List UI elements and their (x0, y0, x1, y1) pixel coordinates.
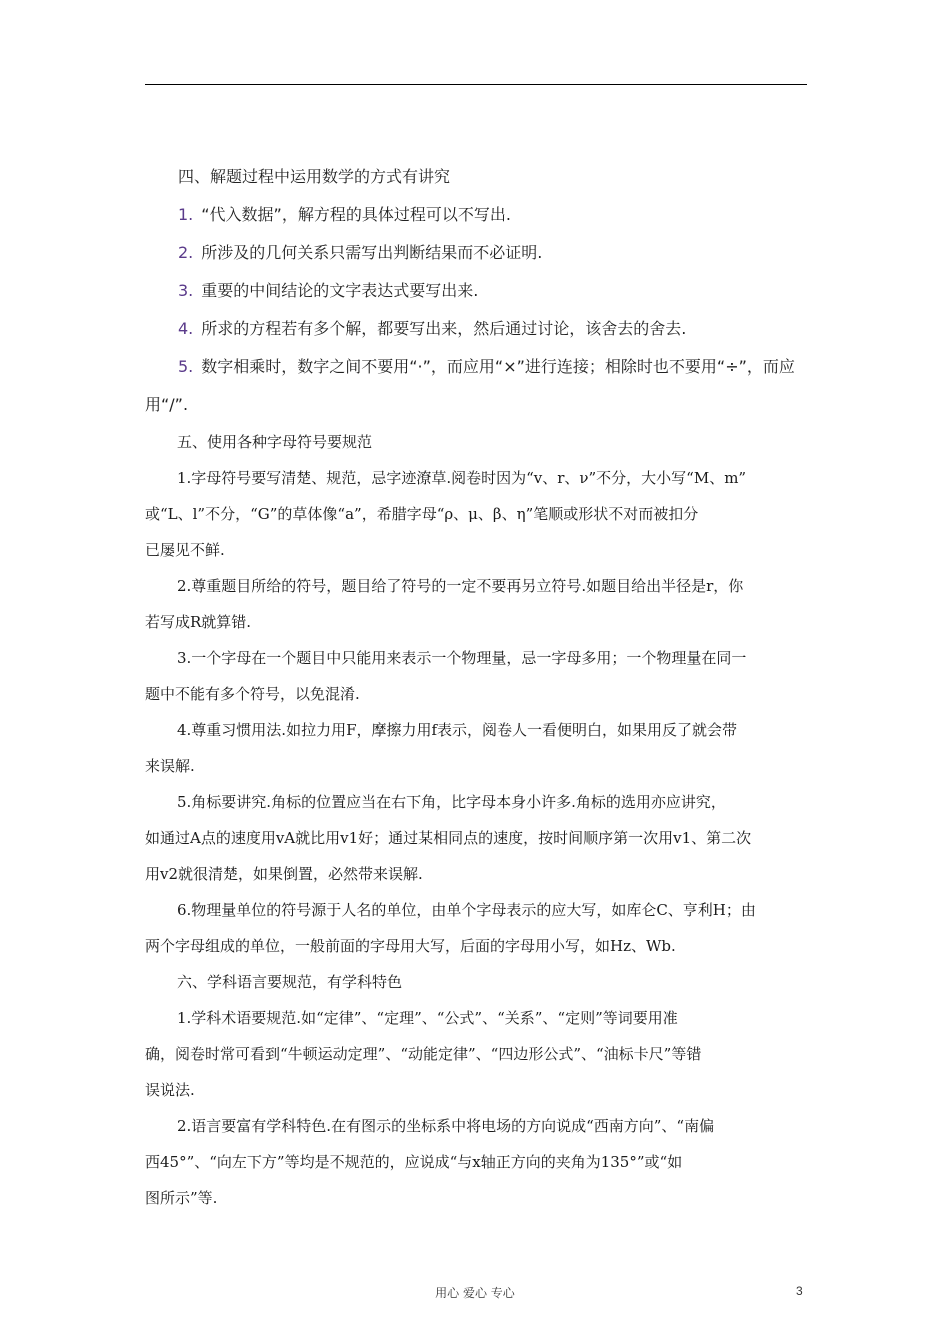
list-item (145, 234, 807, 272)
section-6 (145, 964, 807, 1216)
paragraph-line: 已屡见不鲜. (145, 541, 225, 559)
paragraph-line: 4.尊重习惯用法.如拉力用F，摩擦力用f表示，阅卷人一看便明白，如果用反了就会带 (177, 721, 738, 739)
paragraph-line: 确，阅卷时常可看到“牛顿运动定理”、“动能定律”、“四边形公式”、“油标卡尺”等错 (145, 1045, 702, 1063)
header-rule (145, 84, 807, 85)
item-text: 数字相乘时，数字之间不要用“·”，而应用“×”进行连接；相除时也不要用“÷”，而应 (201, 357, 795, 376)
paragraph-line: 2.尊重题目所给的符号，题目给了符号的一定不要再另立符号.如题目给出半径是r，你 (177, 577, 744, 595)
paragraph-line: 2.语言要富有学科特色.在有图示的坐标系中将电场的方向说成“西南方向”、“南偏 (177, 1117, 715, 1135)
item-text: 所求的方程若有多个解，都要写出来，然后通过讨论，该舍去的舍去. (201, 319, 687, 338)
paragraph-line: 用v2就很清楚，如果倒置，必然带来误解. (145, 865, 423, 883)
item-text: 所涉及的几何关系只需写出判断结果而不必证明. (201, 243, 543, 262)
list-item (145, 196, 807, 234)
item-number: 1. (178, 205, 194, 224)
page-content (145, 158, 807, 1216)
item-text: “代入数据”，解方程的具体过程可以不写出. (201, 205, 511, 224)
paragraph-line: 1.学科术语要规范.如“定律”、“定理”、“公式”、“关系”、“定则”等词要用准 (177, 1009, 678, 1027)
paragraph-line: 如通过A点的速度用vA就比用v1好；通过某相同点的速度，按时间顺序第一次用v1、第二次 (145, 829, 752, 847)
paragraph-line: 6.物理量单位的符号源于人名的单位，由单个字母表示的应大写，如库仑C、亨利H；由 (177, 901, 756, 919)
item-number: 5. (178, 357, 194, 376)
paragraph-line: 1.字母符号要写清楚、规范，忌字迹潦草.阅卷时因为“v、r、ν”不分，大小写“M、m” (177, 469, 747, 487)
footer-slogan: 用心 爱心 专心 (435, 1286, 515, 1300)
section-5-heading: 五、使用各种字母符号要规范 (177, 433, 373, 451)
list-item (145, 310, 807, 348)
page-number: 3 (796, 1284, 803, 1298)
item-number: 4. (178, 319, 194, 338)
paragraph-line: 题中不能有多个符号，以免混淆. (145, 685, 360, 703)
paragraph-line: 两个字母组成的单位，一般前面的字母用大写，后面的字母用小写，如Hz、Wb. (145, 937, 676, 955)
list-item (145, 348, 807, 386)
item-text-continued: 用“/”. (145, 395, 189, 414)
list-item (145, 272, 807, 310)
paragraph-line: 误说法. (145, 1081, 195, 1099)
section-5 (145, 424, 807, 964)
paragraph-line: 来误解. (145, 757, 195, 775)
section-6-heading: 六、学科语言要规范，有学科特色 (177, 973, 403, 991)
item-number: 3. (178, 281, 194, 300)
paragraph-line: 5.角标要讲究.角标的位置应当在右下角，比字母本身小许多.角标的选用亦应讲究， (177, 793, 726, 811)
item-number: 2. (178, 243, 194, 262)
paragraph-line: 3.一个字母在一个题目中只能用来表示一个物理量，忌一字母多用；一个物理量在同一 (177, 649, 747, 667)
paragraph-line: 或“L、l”不分，“G”的草体像“a”，希腊字母“ρ、μ、β、η”笔顺或形状不对而被扣分 (145, 505, 699, 523)
paragraph-line: 若写成R就算错. (145, 613, 252, 631)
paragraph-line: 西45°”、“向左下方”等均是不规范的，应说成“与x轴正方向的夹角为135°”或“如 (145, 1153, 683, 1171)
paragraph-line: 图所示”等. (145, 1189, 218, 1207)
section-4-heading: 四、解题过程中运用数学的方式有讲究 (178, 167, 451, 186)
section-4 (145, 158, 807, 424)
item-text: 重要的中间结论的文字表达式要写出来. (201, 281, 479, 300)
